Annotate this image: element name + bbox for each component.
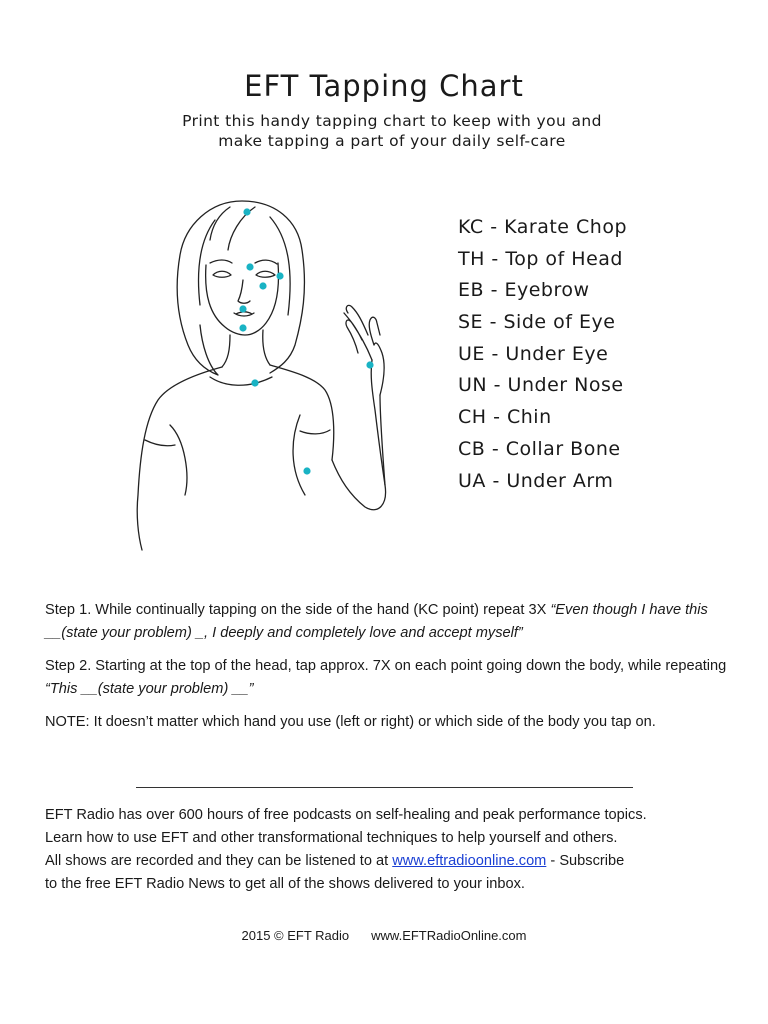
step-1	[45, 599, 730, 645]
right-eye	[256, 271, 275, 277]
subtitle-line-1: Print this handy tapping chart to keep with you and	[182, 112, 602, 130]
collarbone	[210, 377, 272, 385]
legend-item: KC - Karate Chop	[458, 216, 628, 238]
legend-item: UE - Under Eye	[458, 342, 609, 365]
about-line-4: to the free EFT Radio News to get all of the shows delivered to your inbox.	[45, 876, 525, 892]
right-eyebrow	[255, 260, 277, 264]
nose	[238, 280, 250, 303]
left-eyebrow	[210, 260, 232, 263]
step-1-text: Step 1. While continually tapping on the side of the hand (KC point) repeat 3X	[45, 602, 551, 618]
page-title: EFT Tapping Chart	[244, 69, 524, 104]
copyright: 2015 © EFT Radio	[241, 928, 350, 943]
raised-arm	[332, 360, 386, 510]
tapping-points	[239, 208, 373, 474]
hand	[344, 305, 384, 395]
about-line-3-subscribe: - Subscribe	[546, 853, 625, 869]
under-nose-point	[239, 305, 246, 312]
right-shoulder	[270, 365, 334, 460]
about-eft-radio	[45, 804, 735, 896]
legend-item: CB - Collar Bone	[458, 437, 621, 460]
left-shoulder	[137, 367, 222, 550]
collar-bone-point	[251, 379, 258, 386]
eyebrow-point	[246, 263, 253, 270]
about-line-3	[45, 850, 735, 873]
legend-item: UN - Under Nose	[458, 374, 624, 397]
note: NOTE: It doesn’t matter which hand you use (left or right) or which side of the body you tap on.	[45, 714, 656, 730]
step-2-text: Step 2. Starting at the top of the head, tap approx. 7X on each point going down the body, while repeating	[45, 658, 727, 674]
legend-item: EB - Eyebrow	[458, 279, 590, 302]
step-2	[45, 655, 730, 701]
about-line-2: Learn how to use EFT and other transformational techniques to help yourself and others.	[45, 830, 618, 846]
subtitle-line-2: make tapping a part of your daily self-care	[218, 132, 566, 150]
step-2-quote: “This __(state your problem) __”	[45, 681, 254, 697]
legend-item: TH - Top of Head	[458, 247, 623, 270]
hair-outline	[177, 201, 304, 375]
legend-item: CH - Chin	[458, 406, 552, 429]
footer	[0, 928, 768, 943]
instructions	[45, 599, 730, 744]
subtitle	[0, 111, 768, 151]
about-line-3-text: All shows are recorded and they can be listened to at	[45, 853, 393, 869]
karate-chop-point	[366, 361, 373, 368]
chest	[170, 415, 305, 495]
about-line-1: EFT Radio has over 600 hours of free podcasts on self-healing and peak performance topics.	[45, 807, 647, 823]
side-of-eye-point	[276, 272, 283, 279]
chin-point	[239, 324, 246, 331]
legend-item: SE - Side of Eye	[458, 311, 616, 334]
under-eye-point	[259, 282, 266, 289]
step-1-quote: “Even though I have this __(state your problem) _, I deeply and completely love and accept myself”	[45, 602, 708, 641]
tapping-points-legend	[458, 212, 627, 497]
woman-illustration	[130, 195, 400, 555]
divider	[136, 787, 633, 788]
eftradioonline-link[interactable]: www.eftradioonline.com	[392, 853, 547, 869]
left-eye	[213, 271, 231, 277]
footer-website: www.EFTRadioOnline.com	[371, 928, 527, 943]
top-of-head-point	[243, 208, 250, 215]
under-arm-point	[303, 467, 310, 474]
face-outline	[206, 263, 279, 335]
right-sleeve	[300, 430, 330, 434]
left-sleeve	[145, 440, 175, 446]
legend-item: UA - Under Arm	[458, 469, 614, 492]
